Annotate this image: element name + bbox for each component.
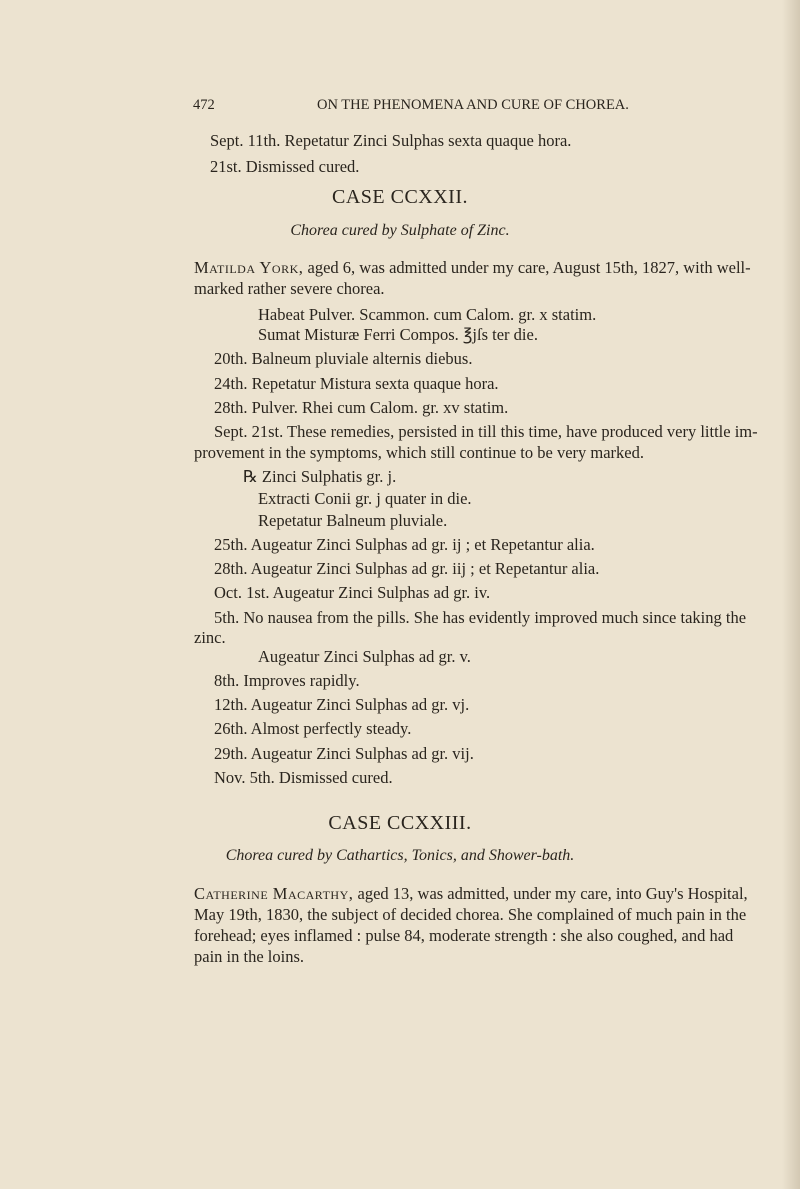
page-number: 472 — [193, 97, 215, 113]
text-line: 5th. No nausea from the pills. She has evidently improved much since taking the — [214, 608, 747, 627]
intro-text: aged 13, was admitted, under my care, into Guy's Hospital, — [353, 884, 748, 903]
text-line: 28th. Augeatur Zinci Sulphas ad gr. iij ; et Repetantur alia. — [214, 559, 600, 578]
text-line: marked rather severe chorea. — [194, 279, 385, 298]
prescription-line: Sumat Misturæ Ferri Compos. ℥jſs ter die. — [258, 325, 538, 344]
text-line: 12th. Augeatur Zinci Sulphas ad gr. vj. — [214, 695, 470, 714]
text-line: May 19th, 1830, the subject of decided chorea. She complained of much pain in the — [194, 905, 747, 924]
text-line: 20th. Balneum pluviale alternis diebus. — [214, 349, 473, 368]
text-line: 25th. Augeatur Zinci Sulphas ad gr. ij ; et Repetantur alia. — [214, 535, 595, 554]
text-line: 26th. Almost perfectly steady. — [214, 719, 412, 738]
text-line: Nov. 5th. Dismissed cured. — [214, 768, 393, 787]
running-title: ON THE PHENOMENA AND CURE OF CHOREA. — [317, 97, 629, 113]
text-line: 8th. Improves rapidly. — [214, 671, 360, 690]
text-line: provement in the symptoms, which still continue to be very marked. — [194, 443, 644, 462]
text-line: 29th. Augeatur Zinci Sulphas ad gr. vij. — [214, 744, 474, 763]
text-line: pain in the loins. — [194, 947, 304, 966]
patient-name: Catherine Macarthy, — [194, 884, 354, 903]
case-title: CASE CCXXIII. — [328, 812, 472, 834]
intro-text: aged 6, was admitted under my care, August 15th, 1827, with well- — [303, 258, 751, 277]
text-line: Sept. 11th. Repetatur Zinci Sulphas sexta quaque hora. — [210, 131, 572, 150]
prescription-line: Habeat Pulver. Scammon. cum Calom. gr. x statim. — [258, 305, 597, 324]
text-line: zinc. — [194, 628, 226, 647]
case-intro-line — [194, 884, 748, 904]
text-line: 24th. Repetatur Mistura sexta quaque hora. — [214, 374, 499, 393]
case-subtitle: Chorea cured by Sulphate of Zinc. — [290, 222, 510, 239]
prescription-line: Augeatur Zinci Sulphas ad gr. v. — [258, 647, 471, 666]
text-line: 21st. Dismissed cured. — [210, 157, 360, 176]
text-line: 28th. Pulver. Rhei cum Calom. gr. xv statim. — [214, 398, 509, 417]
text-line: Sept. 21st. These remedies, persisted in till this time, have produced very little im- — [214, 422, 758, 441]
case-title: CASE CCXXII. — [331, 186, 468, 208]
patient-name: Matilda York, — [194, 258, 304, 277]
page-gutter-shadow — [782, 0, 800, 1189]
case-subtitle: Chorea cured by Cathartics, Tonics, and Shower-bath. — [225, 847, 575, 864]
prescription-line: Repetatur Balneum pluviale. — [258, 511, 448, 530]
prescription-line: ℞ Zinci Sulphatis gr. j. — [243, 467, 397, 486]
case-intro-line — [194, 258, 751, 278]
text-line: forehead; eyes inflamed : pulse 84, moderate strength : she also coughed, and had — [194, 926, 734, 945]
text-line: Oct. 1st. Augeatur Zinci Sulphas ad gr. iv. — [214, 583, 491, 602]
prescription-line: Extracti Conii gr. j quater in die. — [258, 489, 472, 508]
